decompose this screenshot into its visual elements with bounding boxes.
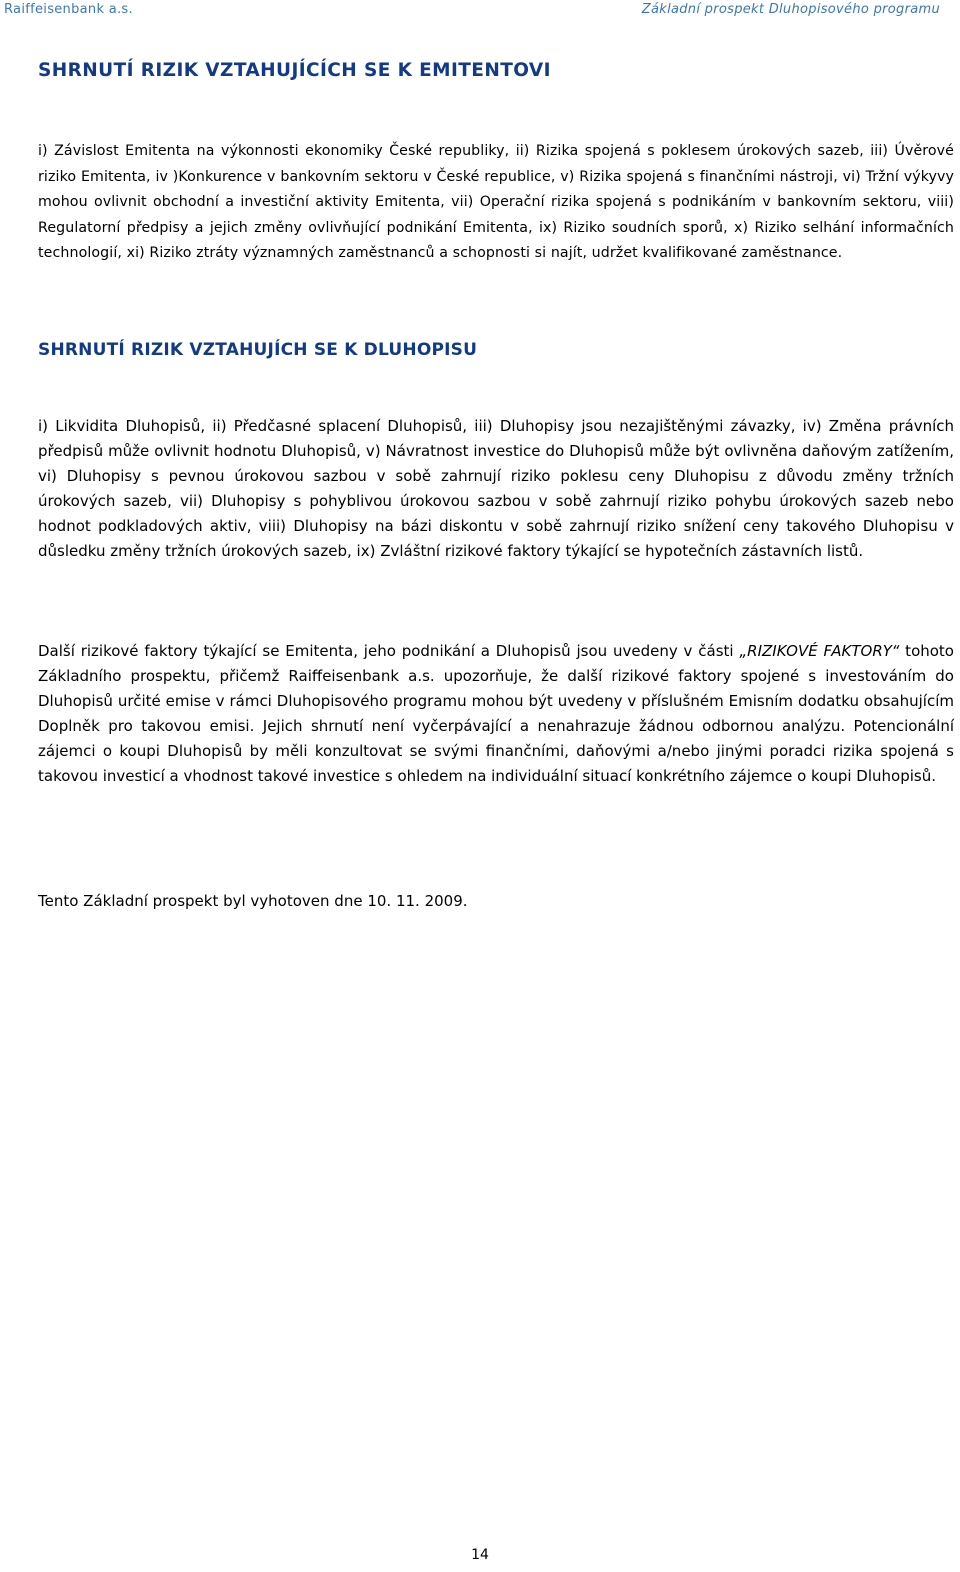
issuer-risks-text: i) Závislost Emitenta na výkonnosti ekonomiky České republiky, ii) Rizika spojená s poklesem úrokových sazeb, iii) Úvěrové riziko Emitenta, iv )Konkurence v bankovním sektoru v České republice, v) Rizika spojená s finančními nástroji, vi) Tržní výkyvy mohou ovlivnit obchodní a investiční aktivity Emitenta, vii) Operační rizika spojená s podnikáním v bankovním sektoru, viii) Regulatorní předpisy a jejich změny ovlivňující podnikání Emitenta, ix) Riziko soudních sporů, x) Riziko selhání informačních technologií, xi) Riziko ztráty významných zaměstnanců a schopnosti si najít, udržet kvalifikované zaměstnance. xyxy=(38,143,954,262)
bond-risks-text: i) Likvidita Dluhopisů, ii) Předčasné splacení Dluhopisů, iii) Dluhopisy jsou nezajištěnými závazky, iv) Změna právních předpisů může ovlivnit hodnotu Dluhopisů, v) Návratnost investice do Dluhopisů může být ovlivněna daňovým zatížením, vi) Dluhopisy s pevnou úrokovou sazbou v sobě zahrnují riziko poklesu ceny Dluhopisu z důvodu změny tržních úrokových sazeb, vii) Dluhopisy s pohyblivou úrokovou sazbou v sobě zahrnují riziko pohybu úrokových sazeb nebo hodnot podkladových aktiv, viii) Dluhopisy na bázi diskontu v sobě zahrnují riziko snížení ceny takového Dluhopisu v důsledku změny tržních úrokových sazeb, ix) Zvláštní rizikové faktory týkající se hypotečních zástavních listů. xyxy=(38,417,954,560)
page-header xyxy=(0,0,960,22)
bond-risks-heading: SHRNUTÍ RIZIK VZTAHUJÍCH SE K DLUHOPISU xyxy=(38,340,478,360)
further-risks-text-start: Další rizikové faktory týkající se Emitenta, jeho podnikání a Dluhopisů jsou uvedeny v části xyxy=(38,642,740,660)
header-company-name: Raiffeisenbank a.s. xyxy=(4,2,133,17)
further-risks-text-end: tohoto Základního prospektu, přičemž Raiffeisenbank a.s. upozorňuje, že další rizikové faktory spojené s investováním do Dluhopisů určité emise v rámci Dluhopisového programu mohou být uvedeny v příslušném Emisním dodatku obsahujícím Doplněk pro takovou emisi. Jejich shrnutí není vyčerpávající a nenahrazuje žádnou odbornou analýzu. Potencionální zájemci o koupi Dluhopisů by měli konzultovat se svými finančními, daňovými a/nebo jinými poradci rizika spojená s takovou investicí a vhodnost takové investice s ohledem na individuální situací konkrétního zájemce o koupi Dluhopisů. xyxy=(38,642,954,785)
prospectus-date-statement: Tento Základní prospekt byl vyhotoven dne 10. 11. 2009. xyxy=(38,892,468,910)
issuer-risks-heading: SHRNUTÍ RIZIK VZTAHUJÍCÍCH SE K EMITENTOVI xyxy=(38,60,551,81)
header-document-title: Základní prospekt Dluhopisového programu xyxy=(641,2,940,17)
page-number: 14 xyxy=(471,1547,489,1563)
further-risks-text xyxy=(38,639,954,789)
risk-factors-reference: „RIZIKOVÉ FAKTORY“ xyxy=(739,642,900,660)
